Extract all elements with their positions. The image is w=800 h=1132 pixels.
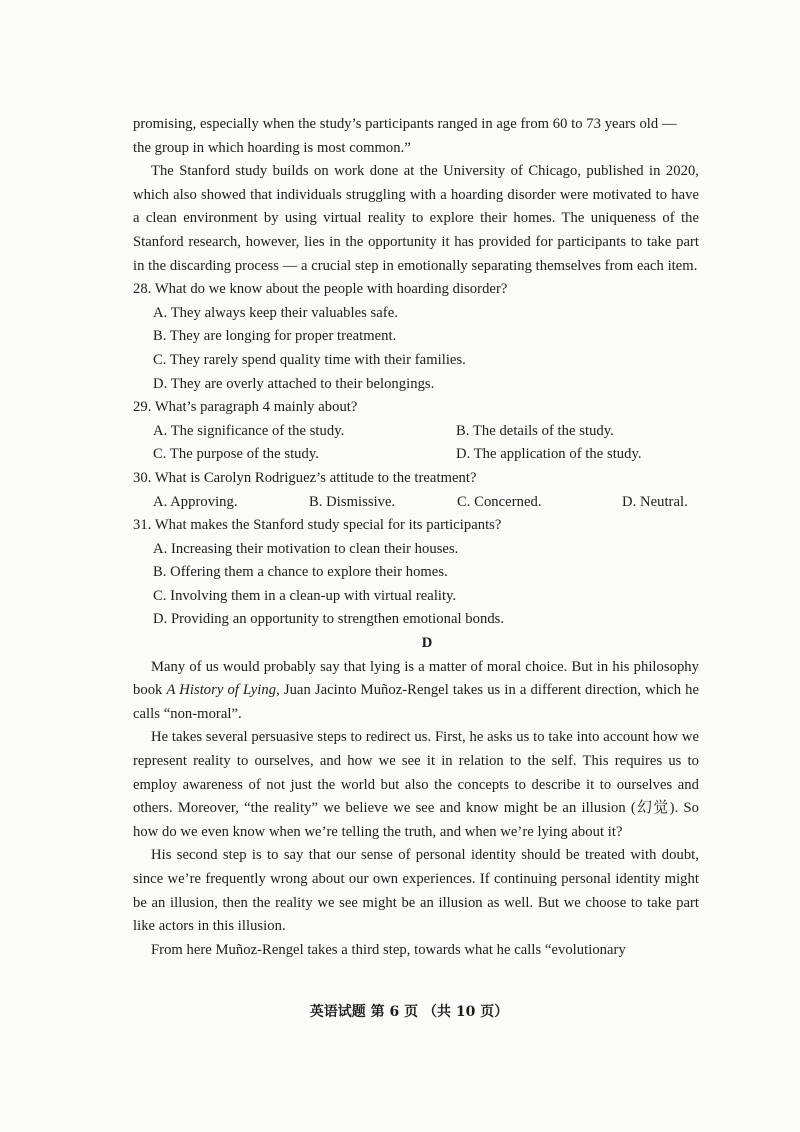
option-d: D. Neutral. [622, 493, 688, 510]
paragraph-d2: He takes several persuasive steps to redirect us. First, he asks us to take into account how we represent reality to ourselves, and how we see it in relation to the self. This requires us to employ awareness of not just the world but also the concepts to describe it to ourselves and others. Moreover, “the reality” we believe we see and know might be an illusion (幻觉). So how do we even know when we’re telling the truth, and when we’re lying about it? [133, 729, 699, 840]
paragraph-c-stanford: The Stanford study builds on work done at the University of Chicago, published in 2020, which also showed that individuals struggling with a hoarding disorder were motivated to have a clean environment by using virtual reality to explore their homes. The uniqueness of the Stanford research, however, lies in the opportunity it has provided for participants to take part in the discarding process — a crucial step in emotionally separating themselves from each item. [133, 163, 699, 274]
question-29 [133, 396, 699, 467]
paragraph-d4: From here Muñoz-Rengel takes a third step, towards what he calls “evolutionary [151, 941, 626, 958]
paragraph-c-tail-line1: promising, especially when the study’s participants ranged in age from 60 to 73 years old — [133, 116, 677, 132]
option-a: A. They always keep their valuables safe. [153, 304, 398, 321]
option-a: A. Approving. [153, 493, 238, 510]
option-a: A. The significance of the study. [153, 422, 345, 439]
question-stem: 28. What do we know about the people with hoarding disorder? [133, 281, 508, 298]
option-c: C. The purpose of the study. [153, 446, 319, 463]
option-c: C. They rarely spend quality time with their families. [153, 351, 466, 368]
option-b: B. The details of the study. [456, 422, 614, 439]
passage-d [133, 632, 699, 962]
paragraph-c-tail-line2: the group in which hoarding is most common.” [133, 139, 411, 156]
option-b: B. Dismissive. [309, 493, 396, 510]
question-31 [133, 514, 699, 632]
options-row [153, 420, 699, 444]
paragraph-d1-text-before: Many of us would probably say that lying is a matter of moral choice. But in his philosophy book [133, 658, 699, 699]
question-stem: 29. What’s paragraph 4 mainly about? [133, 399, 358, 416]
page-footer: 英语试题 第 6 页 （共 10 页） [309, 1004, 509, 1020]
question-28 [133, 278, 699, 396]
option-c: C. Involving them in a clean-up with virtual reality. [153, 587, 457, 604]
section-heading: D [421, 635, 433, 652]
option-c: C. Concerned. [457, 493, 542, 510]
paragraph-d1 [133, 656, 699, 727]
option-b: B. They are longing for proper treatment. [153, 328, 397, 345]
question-stem: 31. What makes the Stanford study special for its participants? [133, 517, 502, 534]
passage-c-continuation [133, 113, 699, 278]
options-row [153, 491, 699, 515]
option-b: B. Offering them a chance to explore their homes. [153, 564, 448, 581]
paragraph-d3: His second step is to say that our sense of personal identity should be treated with doubt, since we’re frequently wrong about our own experiences. If continuing personal identity might be an illusion, then the reality we see might be an illusion as well. But we choose to take part like actors in this illusion. [133, 847, 699, 935]
exam-page-content [133, 113, 699, 962]
question-30 [133, 467, 699, 514]
option-d: D. They are overly attached to their belongings. [153, 375, 435, 392]
option-a: A. Increasing their motivation to clean their houses. [153, 540, 459, 557]
options-row [153, 443, 699, 467]
option-d: D. The application of the study. [456, 446, 642, 463]
option-d: D. Providing an opportunity to strengthen emotional bonds. [153, 611, 505, 628]
paragraph-d1-text-after: , Juan Jacinto Muñoz-Rengel takes us in a different direction, which he calls “non-moral”. [133, 682, 699, 722]
question-stem: 30. What is Carolyn Rodriguez’s attitude to the treatment? [133, 469, 477, 486]
book-title: A History of Lying [166, 682, 277, 699]
